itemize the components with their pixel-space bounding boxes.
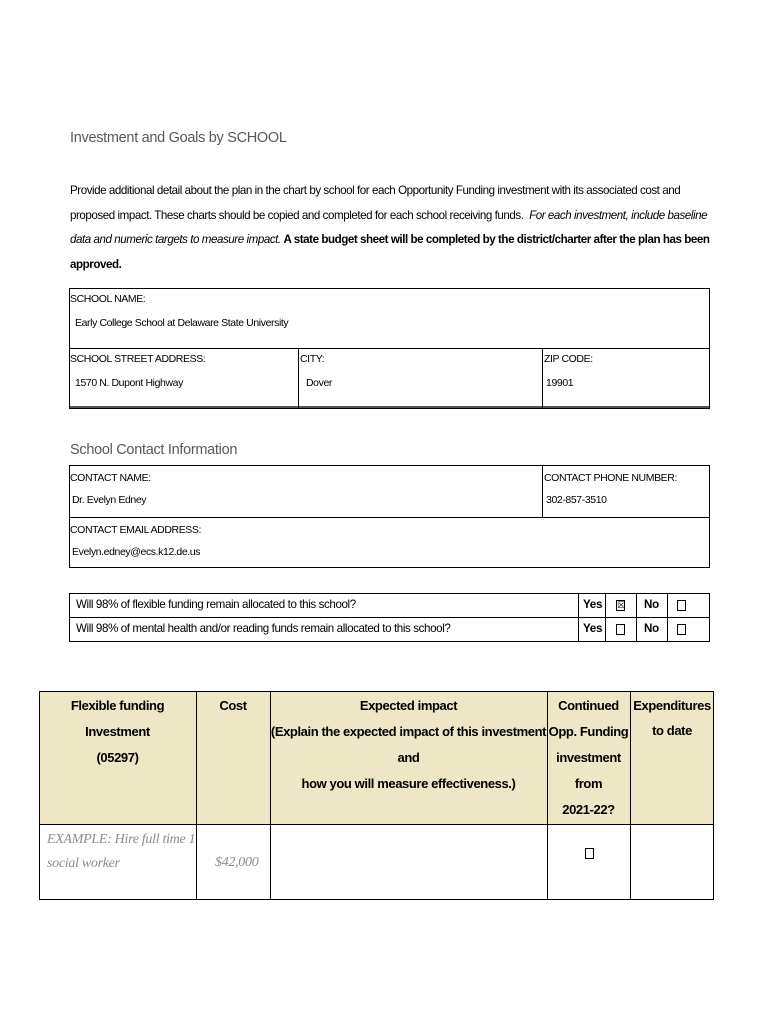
header-impact-line: (Explain the expected impact of this investment and — [270, 724, 547, 765]
header-cost-line: Cost — [219, 698, 247, 713]
intro-bold: A state budget sheet will be completed by the district/charter after the plan has been approved. — [70, 233, 710, 271]
contact-name-label: CONTACT NAME: — [70, 472, 151, 484]
intro-plain: Provide additional detail about the plan in the chart by school for each Opportunity Funding investment with its associated cost and proposed impact. These charts should be copied and completed for each school receiving funds. — [70, 184, 681, 222]
header-impact-line: Expected impact — [359, 698, 458, 713]
contact-section-title: School Contact Information — [70, 442, 238, 458]
city-label: CITY: — [300, 353, 325, 365]
yes-label: Yes — [583, 622, 603, 635]
example-investment-line: social worker — [47, 856, 120, 871]
city-value[interactable]: Dover — [306, 377, 333, 389]
header-expenditures — [630, 693, 714, 743]
school-name-label: SCHOOL NAME: — [70, 293, 146, 305]
school-info-box — [69, 288, 710, 409]
question-mental-health-funding: Will 98% of mental health and/or reading funds remain allocated to this school? — [76, 622, 451, 635]
contact-email-value[interactable]: Evelyn.edney@ecs.k12.de.us — [72, 546, 201, 558]
zip-label: ZIP CODE: — [544, 353, 593, 365]
allocation-questions-box — [69, 593, 710, 642]
example-cost[interactable]: $42,000 — [215, 855, 259, 870]
header-cost — [196, 693, 270, 719]
yes-label: Yes — [583, 598, 603, 611]
yes-checkbox-flexible[interactable]: ☒ — [617, 600, 626, 610]
no-label: No — [644, 598, 659, 611]
school-name-value[interactable]: Early College School at Delaware State University — [75, 317, 289, 329]
no-label: No — [644, 622, 659, 635]
school-address-value[interactable]: 1570 N. Dupont Highway — [75, 377, 183, 389]
investment-table — [39, 691, 714, 900]
header-continued — [547, 693, 630, 823]
section-title: Investment and Goals by SCHOOL — [70, 130, 287, 146]
header-investment-line: (05297) — [96, 750, 139, 765]
intro-italic: For each investment, include baseline data and numeric targets to measure impact. — [70, 208, 708, 246]
header-continued-line: Opp. Funding — [548, 724, 629, 739]
zip-value[interactable]: 19901 — [546, 377, 574, 389]
contact-email-label: CONTACT EMAIL ADDRESS: — [70, 524, 202, 536]
header-expenditures-line: to date — [652, 723, 692, 738]
contact-phone-value[interactable]: 302-857-3510 — [546, 494, 607, 506]
header-expected-impact — [270, 693, 547, 797]
question-flexible-funding: Will 98% of flexible funding remain allocated to this school? — [76, 598, 356, 611]
header-investment-line: Investment — [85, 724, 150, 739]
header-investment — [39, 693, 196, 771]
header-continued-line: Continued — [558, 698, 619, 713]
header-continued-line: 2021-22? — [562, 802, 615, 817]
header-investment-line: Flexible funding — [70, 698, 165, 713]
header-continued-line: from — [574, 776, 603, 791]
continued-checkbox[interactable] — [585, 848, 594, 859]
contact-info-box — [69, 465, 710, 568]
yes-checkbox-mental-health[interactable] — [616, 624, 625, 635]
header-continued-line: investment — [556, 750, 621, 765]
header-expenditures-line: Expenditures — [633, 698, 711, 713]
example-investment-line: EXAMPLE: Hire full time 1 — [47, 832, 196, 847]
no-checkbox-flexible[interactable] — [677, 600, 686, 611]
contact-phone-label: CONTACT PHONE NUMBER: — [544, 472, 677, 484]
no-checkbox-mental-health[interactable] — [677, 624, 686, 635]
example-investment[interactable] — [47, 828, 195, 876]
intro-paragraph — [70, 179, 710, 277]
header-impact-line: how you will measure effectiveness.) — [301, 776, 516, 791]
school-address-label: SCHOOL STREET ADDRESS: — [70, 353, 206, 365]
contact-name-value[interactable]: Dr. Evelyn Edney — [72, 494, 147, 506]
